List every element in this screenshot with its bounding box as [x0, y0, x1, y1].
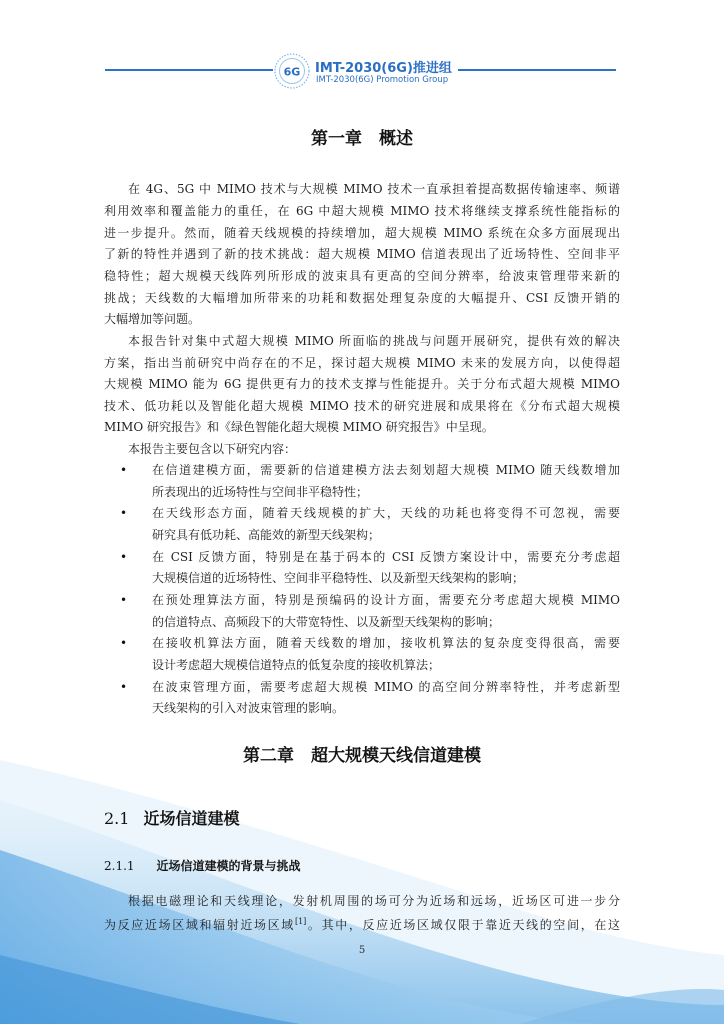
chapter1-p1-line: 在 4G、5G 中 MIMO 技术与大规模 MIMO 技术一直承担着提高数据传输速率、频谱 — [128, 182, 620, 196]
chapter1-p2-line: 大规模 MIMO 能为 6G 提供更有力的技术支撑与性能提升。关于分布式超大规模 MIMO — [104, 377, 620, 391]
bullet-item-line: 研究具有低功耗、高能效的新型天线架构； — [152, 528, 381, 542]
header-rule-left — [105, 69, 273, 71]
chapter1-p1-line: 进一步提升。然而，随着天线规模的持续增加，超大规模 MIMO 系统在众多方面展现出 — [104, 226, 620, 240]
logo-text: 6G — [283, 65, 301, 79]
bullet-item-line: 天线架构的引入对波束管理的影响。 — [152, 701, 345, 715]
bullet-icon: • — [120, 680, 128, 694]
page-number: 5 — [358, 945, 366, 956]
chapter1-p1-line: 稳特性；超大规模天线阵列所形成的波束具有更高的空间分辨率，给波束管理带来新的 — [104, 269, 620, 283]
bullet-item-line: 在信道建模方面，需要新的信道建模方法去刻划超大规模 MIMO 随天线数增加 — [152, 463, 620, 477]
bullet-item-line: 在预处理算法方面，特别是预编码的设计方面，需要充分考虑超大规模 MIMO — [152, 593, 620, 607]
chapter2-title: 第二章 超大规模天线信道建模 — [243, 746, 481, 766]
chapter2-p1-text-a: 为反应近场区域和辐射近场区域 — [104, 918, 295, 932]
bullet-icon: • — [120, 506, 128, 520]
bullet-item-line: 的信道特点、高频段下的大带宽特性、以及新型天线架构的影响； — [152, 615, 501, 629]
subsection-heading-2-1-1 — [104, 857, 301, 874]
imt2030-logo-icon — [272, 51, 312, 91]
chapter2-p1-text-b: 。其中，反应近场区域仅限于靠近天线的空间，在这 — [306, 918, 620, 932]
bullet-item-line: 设计考虑超大规模信道特点的低复杂度的接收机算法； — [152, 658, 441, 672]
chapter1-title: 第一章 概述 — [311, 129, 413, 149]
header-title: IMT-2030(6G)推进组 — [315, 61, 452, 76]
citation-ref[interactable]: [1] — [294, 917, 307, 926]
chapter1-p2-line: MIMO 研究报告》和《绿色智能化超大规模 MIMO 研究报告》中呈现。 — [104, 420, 494, 434]
chapter1-p1-line: 了新的特性并遇到了新的技术挑战：超大规模 MIMO 信道表现出了近场特性、空间非平 — [104, 247, 620, 261]
chapter1-p2-line: 本报告针对集中式超大规模 MIMO 所面临的挑战与问题开展研究，提供有效的解决 — [128, 334, 620, 348]
header-rule-right — [458, 69, 616, 71]
chapter1-p1-line: 大幅增加等问题。 — [104, 312, 201, 326]
chapter1-p3: 本报告主要包含以下研究内容： — [128, 442, 297, 456]
bullet-item-line: 所表现出的近场特性与空间非平稳特性； — [152, 485, 369, 499]
section-title: 近场信道建模 — [143, 809, 240, 828]
section-number: 2.1 — [104, 809, 130, 828]
bullet-icon: • — [120, 593, 128, 607]
subsection-title: 近场信道建模的背景与挑战 — [156, 859, 301, 873]
chapter1-p2-line: 技术、低功耗以及智能化超大规模 MIMO 技术的研究进展和成果将在《分布式超大规模 — [104, 399, 620, 413]
chapter2-p1-line — [104, 914, 620, 933]
bullet-icon: • — [120, 636, 128, 650]
bullet-item-line: 在 CSI 反馈方面，特别是在基于码本的 CSI 反馈方案设计中，需要充分考虑超 — [152, 550, 620, 564]
bullet-item-line: 在接收机算法方面，随着天线数的增加，接收机算法的复杂度变得很高，需要 — [152, 636, 620, 650]
bullet-item-line: 在天线形态方面，随着天线规模的扩大，天线的功耗也将变得不可忽视，需要 — [152, 506, 620, 520]
chapter1-p1-line: 利用效率和覆盖能力的重任，在 6G 中超大规模 MIMO 技术将继续支撑系统性能指标的 — [104, 204, 620, 218]
subsection-number: 2.1.1 — [104, 859, 135, 873]
section-heading-2-1 — [104, 806, 239, 829]
chapter2-p1-line: 根据电磁理论和天线理论，发射机周围的场可分为近场和远场，近场区可进一步分 — [128, 894, 620, 908]
header-subtitle: IMT-2030(6G) Promotion Group — [316, 75, 449, 85]
bullet-item-line: 在波束管理方面，需要考虑超大规模 MIMO 的高空间分辨率特性，并考虑新型 — [152, 680, 620, 694]
bullet-icon: • — [120, 463, 128, 477]
chapter1-p2-line: 方案，指出当前研究中尚存在的不足，探讨超大规模 MIMO 未来的发展方向，以使得超 — [104, 356, 620, 370]
chapter1-p1-line: 挑战；天线数的大幅增加所带来的功耗和数据处理复杂度的大幅提升、CSI 反馈开销的 — [104, 291, 620, 305]
bullet-icon: • — [120, 550, 128, 564]
bullet-item-line: 大规模信道的近场特性、空间非平稳特性、以及新型天线架构的影响； — [152, 571, 525, 585]
